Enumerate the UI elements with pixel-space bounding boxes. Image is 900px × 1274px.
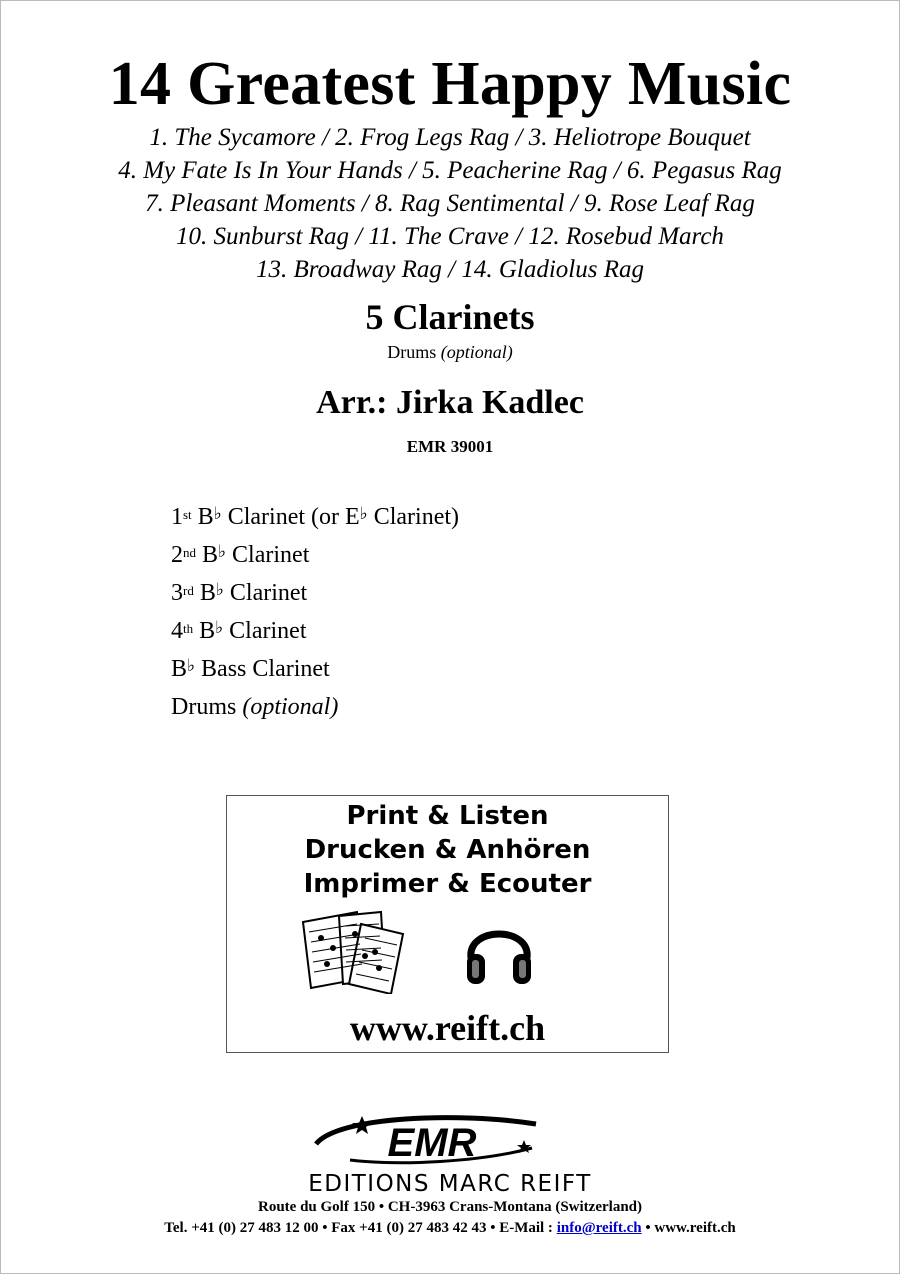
part-item: B♭ Bass Clarinet — [171, 656, 330, 682]
track-line: 13. Broadway Rag / 14. Gladiolus Rag — [256, 256, 644, 283]
track-line: 10. Sunburst Rag / 11. The Crave / 12. Rosebud March — [176, 223, 724, 250]
promo-line: Print & Listen — [346, 801, 549, 831]
track-line: 1. The Sycamore / 2. Frog Legs Rag / 3. Heliotrope Bouquet — [149, 124, 751, 151]
logo-text: EMR — [387, 1121, 477, 1165]
catalog-number: EMR 39001 — [406, 437, 494, 456]
part-item: 3rd B♭ Clarinet — [171, 580, 308, 606]
part-item: 4th B♭ Clarinet — [171, 618, 307, 644]
publisher-address: Route du Golf 150 • CH-3963 Crans-Montana (Switzerland) — [258, 1199, 642, 1215]
headphones-icon — [463, 914, 535, 992]
part-item: 2nd B♭ Clarinet — [171, 542, 310, 568]
emr-logo — [310, 1110, 550, 1166]
promo-line: Drucken & Anhören — [304, 835, 591, 865]
sheet-music-icon — [299, 908, 411, 994]
publisher-contact: Tel. +41 (0) 27 483 12 00 • Fax +41 (0) 27 483 42 43 • E-Mail : info@reift.ch • www.reift.ch — [164, 1220, 736, 1236]
publisher-brand: EDITIONS MARC REIFT — [308, 1171, 592, 1197]
email-link[interactable]: info@reift.ch — [556, 1220, 642, 1236]
website-link[interactable]: www.reift.ch — [349, 1008, 546, 1048]
arranger: Arr.: Jirka Kadlec — [316, 384, 584, 421]
page-title: 14 Greatest Happy Music — [108, 50, 792, 118]
track-list — [0, 121, 900, 286]
instrumentation-title: 5 Clarinets — [365, 297, 535, 337]
part-item: Drums (optional) — [171, 694, 339, 720]
track-line: 4. My Fate Is In Your Hands / 5. Peacherine Rag / 6. Pegasus Rag — [118, 157, 782, 184]
promo-line: Imprimer & Ecouter — [303, 869, 592, 899]
part-item: 1st B♭ Clarinet (or E♭ Clarinet) — [171, 504, 460, 530]
track-line: 7. Pleasant Moments / 8. Rag Sentimental / 9. Rose Leaf Rag — [145, 190, 755, 217]
print-listen-box[interactable] — [226, 795, 669, 1053]
drums-note: Drums (optional) — [387, 342, 513, 362]
parts-list — [171, 498, 459, 726]
